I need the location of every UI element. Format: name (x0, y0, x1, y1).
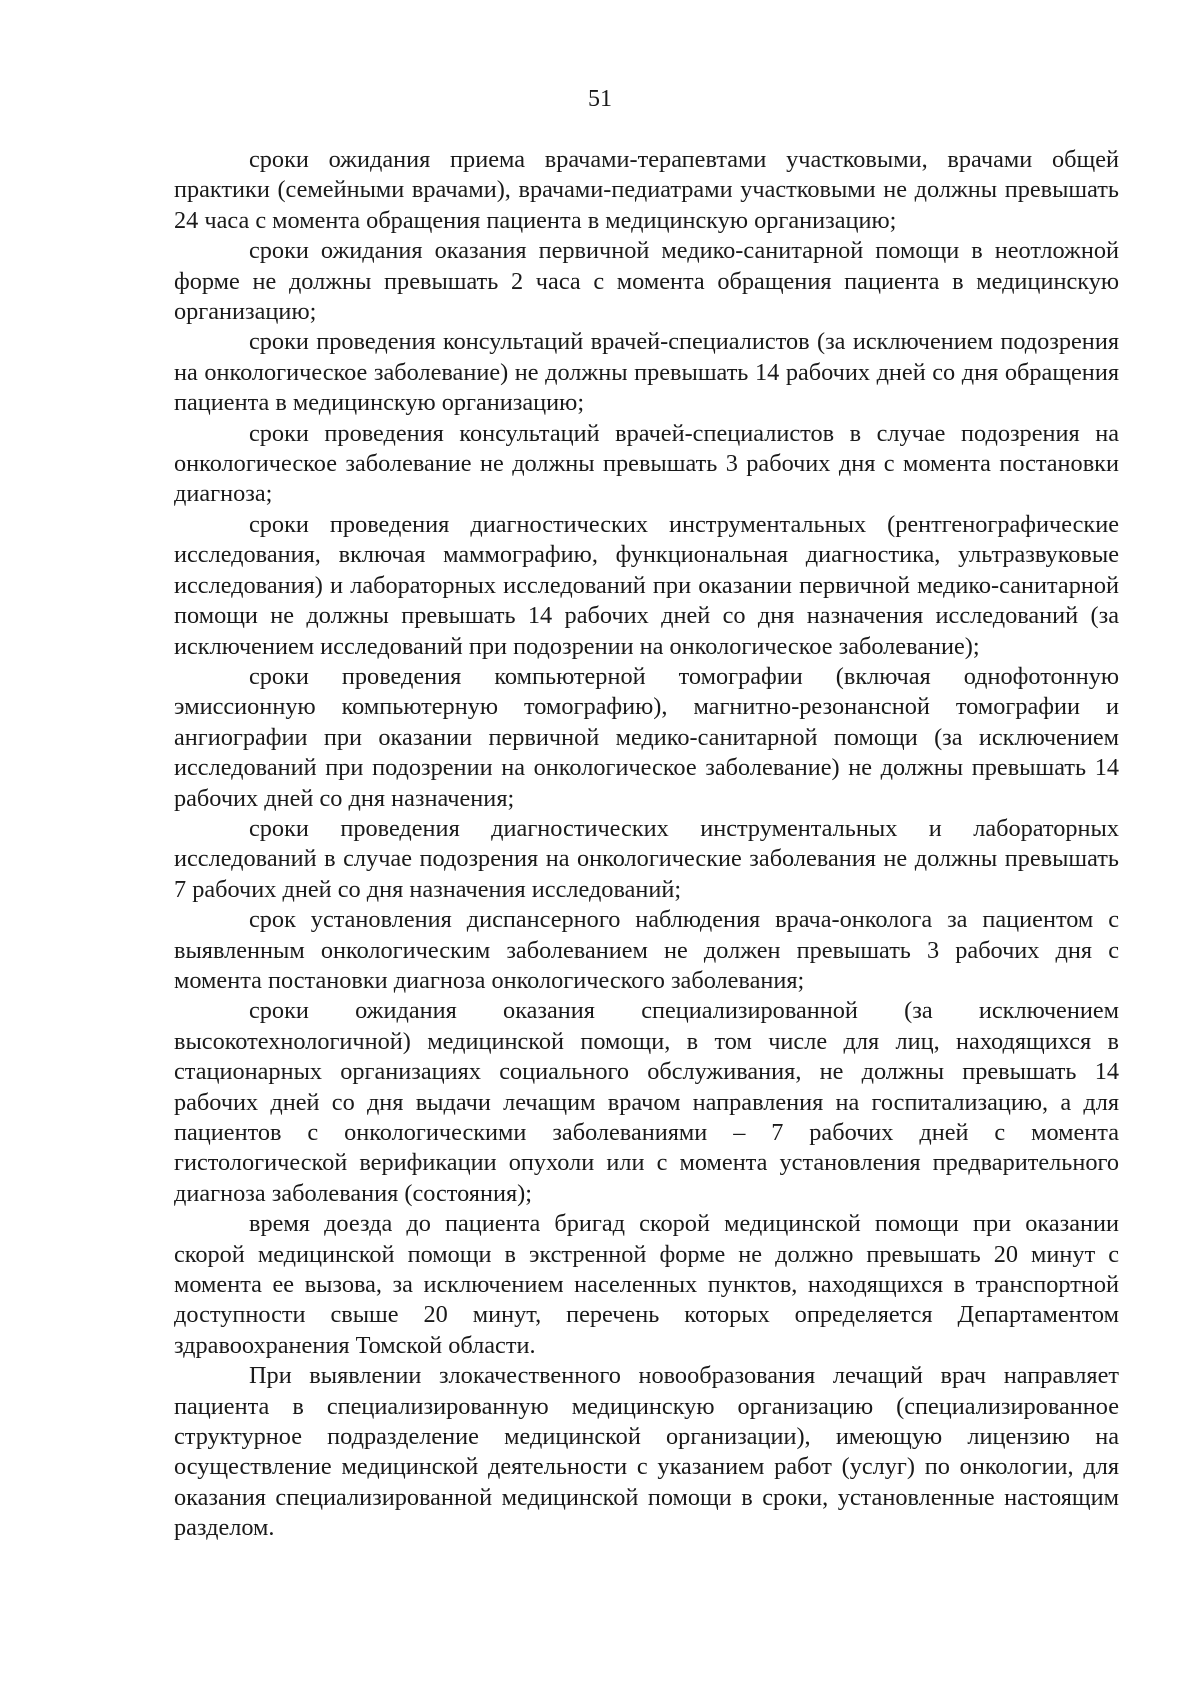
paragraph-urgent-care-wait: сроки ожидания оказания первичной медико-санитарной помощи в неотложной форме не должны превышать 2 часа с момента обращения пациента в медицинскую организацию; (174, 237, 1119, 326)
paragraph-malignancy-referral: При выявлении злокачественного новообразования лечащий врач направляет пациента в специализированную медицинскую организацию (специализированное структурное подразделение медицинской организации), имеющую лицензию на осуществление медицинской деятельности с указанием работ (услуг) по онкологии, для оказания специализированной медицинской помощи в сроки, установленные настоящим разделом. (174, 1362, 1119, 1542)
paragraph-ct-mri: сроки проведения компьютерной томографии (включая однофотонную эмиссионную компьютерную томографию), магнитно-резонансной томографии и ангиографии при оказании первичной медико-санитарной помощи (за исключением исследований при подозрении на онкологическое заболевание) не должны превышать 14 рабочих дней со дня назначения; (174, 662, 1119, 812)
paragraph-specialized-care: сроки ожидания оказания специализированной (за исключением высокотехнологичной) медицинской помощи, в том числе для лиц, находящихся в стационарных организациях социального обслуживания, не должны превышать 14 рабочих дней со дня выдачи лечащим врачом направления на госпитализацию, а для пациентов с онкологическими заболеваниями – 7 рабочих дней с момента гистологической верификации опухоли или с момента установления предварительного диагноза заболевания (состояния); (174, 997, 1119, 1207)
document-body (174, 145, 1119, 1544)
paragraph-ambulance-arrival: время доезда до пациента бригад скорой медицинской помощи при оказании скорой медицинской помощи в экстренной форме не должно превышать 20 минут с момента ее вызова, за исключением населенных пунктов, находящихся в транспортной доступности свыше 20 минут, перечень которых определяется Департаментом здравоохранения Томской области. (174, 1210, 1119, 1359)
paragraph-reception-wait: сроки ожидания приема врачами-терапевтами участковыми, врачами общей практики (семейными врачами), врачами-педиатрами участковыми не должны превышать 24 часа с момента обращения пациента в медицинскую организацию; (174, 146, 1119, 234)
paragraph-specialist-consultation: сроки проведения консультаций врачей-специалистов (за исключением подозрения на онкологическое заболевание) не должны превышать 14 рабочих дней со дня обращения пациента в медицинскую организацию; (174, 328, 1119, 417)
paragraph-oncology-diagnostics: сроки проведения диагностических инструментальных и лабораторных исследований в случае подозрения на онкологические заболевания не должны превышать 7 рабочих дней со дня назначения исследований; (174, 814, 1119, 903)
paragraph-oncology-consultation: сроки проведения консультаций врачей-специалистов в случае подозрения на онкологическое заболевание не должны превышать 3 рабочих дня с момента постановки диагноза; (174, 419, 1119, 508)
page-number: 51 (588, 86, 612, 112)
paragraph-dispensary-observation: срок установления диспансерного наблюдения врача-онколога за пациентом с выявленным онкологическим заболеванием не должен превышать 3 рабочих дня с момента постановки диагноза онкологического заболевания; (174, 906, 1119, 994)
paragraph-diagnostic-tests: сроки проведения диагностических инструментальных (рентгенографические исследования, включая маммографию, функциональная диагностика, ультразвуковые исследования) и лабораторных исследований при оказании первичной медико-санитарной помощи не должны превышать 14 рабочих дней со дня назначения исследований (за исключением исследований при подозрении на онкологическое заболевание); (174, 510, 1119, 660)
